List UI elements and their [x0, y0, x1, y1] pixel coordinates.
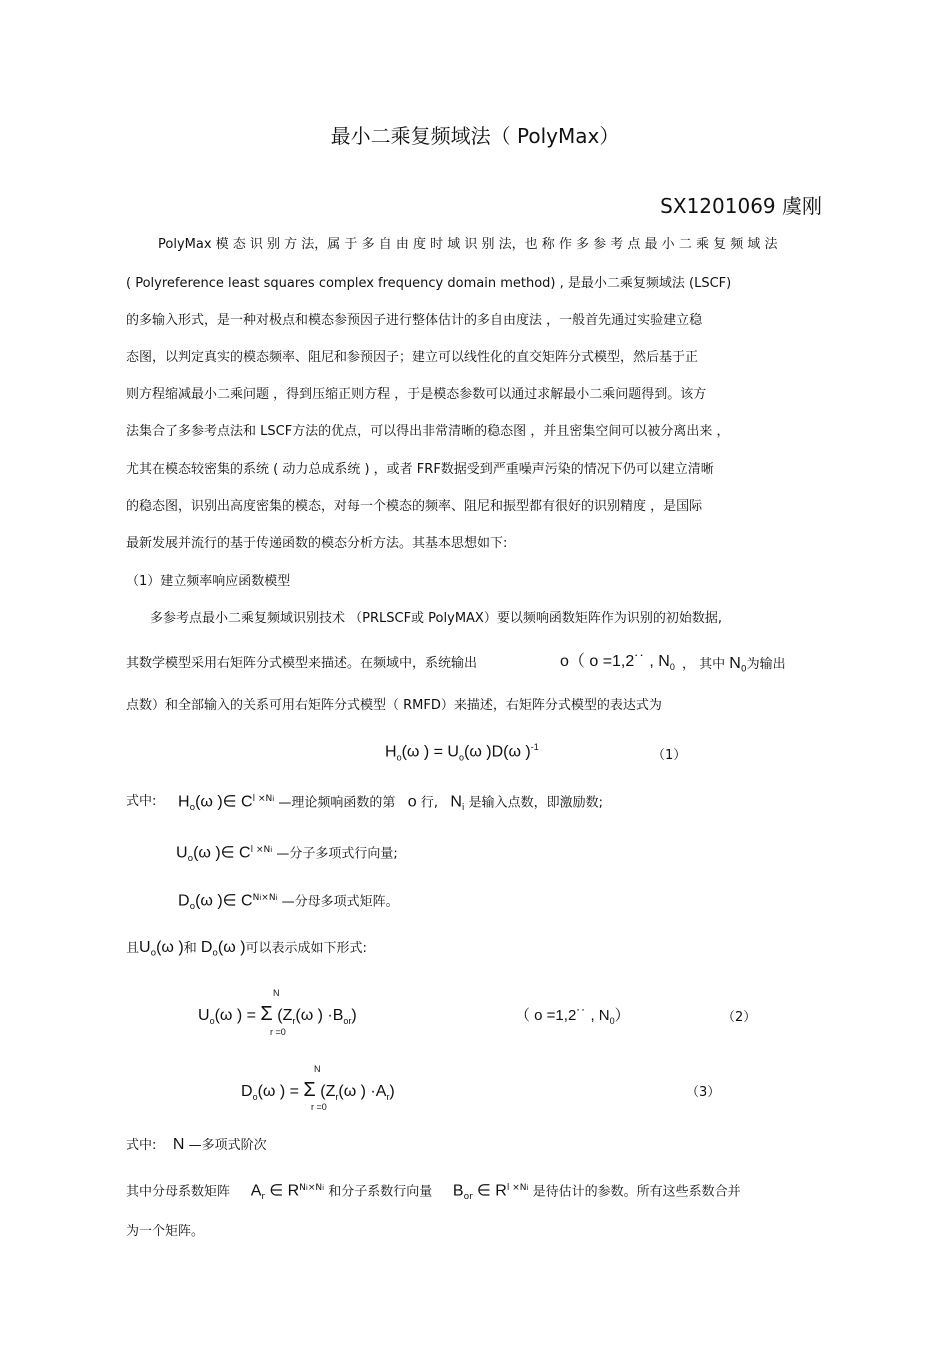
section1-line-2	[126, 656, 477, 672]
eq2-lhs-sub: o	[209, 1016, 215, 1027]
def2-sup: l ×N	[250, 845, 271, 855]
n-def-symbol: N	[172, 1136, 185, 1153]
last-sup1b: ×N	[307, 1183, 323, 1193]
and-line-c: 可以表示成如下形式:	[245, 941, 367, 956]
section1-line-1: 多参考点最小二乘复频域识别技术 （PRLSCF或 PolyMAX）要以频响函数矩阵作为识别的初始数据,	[150, 611, 722, 626]
def1-symbol: H	[178, 793, 190, 811]
eq2-sum-bottom: r =0	[270, 1027, 286, 1037]
coefficient-line	[126, 1180, 741, 1205]
eq3-sum-top: N	[314, 1064, 321, 1074]
eq3-body2-sub: r	[386, 1092, 390, 1103]
and-line-w2: (ω )	[217, 939, 246, 956]
def3-symbol: D	[178, 892, 190, 910]
section1-line-2-text: 其数学模型采用右矩阵分式模型来描述。在频域中，系统输出	[126, 656, 478, 671]
output-range-text: o（ o =1,2˙˙ , N	[560, 653, 670, 670]
eq2-lhs-arg: (ω ) =	[214, 1007, 256, 1024]
section1-line-2-mid-text: ， 其中	[682, 657, 726, 672]
last-b: 和分子系数行向量	[328, 1184, 433, 1200]
last-bor-sub: or	[463, 1191, 473, 1202]
def1-sup-sub: i	[272, 795, 275, 803]
eq2-cond-end: ）	[614, 1007, 630, 1024]
and-line	[126, 940, 367, 962]
def3-sup2-sub: i	[275, 894, 278, 902]
eq3-sum-bottom: r =0	[311, 1102, 327, 1112]
def1-n: N	[450, 793, 462, 811]
eq2-body2: (ω ) ·B	[295, 1007, 344, 1024]
definition-d	[178, 890, 399, 915]
coefficient-line-2: 为一个矩阵。	[126, 1224, 205, 1239]
intro-line-4: 态图，以判定真实的模态频率、阻尼和参预因子；建立可以线性化的直交矩阵分式模型，然后基于正	[126, 350, 699, 365]
n0-symbol: N	[729, 655, 741, 672]
intro-line-6: 法集合了多参考点法和 LSCF方法的优点，可以得出非常清晰的稳态图 ，并且密集空间可以被分离出来 ，	[126, 424, 730, 439]
def3-expr: (ω )∈ C	[195, 892, 253, 910]
def2-symbol: U	[176, 844, 188, 862]
document-title: 最小二乘复频域法（ PolyMax）	[330, 124, 620, 148]
def2-sup-sub: i	[270, 846, 273, 854]
eq2-body: (Z	[277, 1007, 293, 1024]
eq3-lhs-arg: (ω ) =	[257, 1083, 299, 1100]
def1-sub: o	[189, 802, 196, 813]
last-a: 其中分母系数矩阵	[126, 1184, 231, 1200]
eq2-lhs: U	[198, 1007, 210, 1024]
and-line-u: U	[139, 939, 151, 956]
and-line-d-sub: o	[212, 948, 218, 959]
def3-sup2: ×N	[261, 893, 276, 903]
intro-line-7: 尤其在模态较密集的系统 ( 动力总成系统 ) ，或者 FRF数据受到严重噪声污染的情况下仍可以建立清晰	[126, 462, 714, 477]
last-sup1: N	[299, 1183, 306, 1193]
eq2-sigma: Σ	[260, 1003, 273, 1025]
output-range-expr	[560, 654, 675, 675]
eq3-lhs: D	[241, 1083, 253, 1100]
def2-sub: o	[187, 853, 194, 864]
last-sup2-sub: i	[526, 1184, 529, 1192]
last-sup1-sub: i	[305, 1184, 308, 1192]
intro-line-1: PolyMax 模 态 识 别 方 法，属 于 多 自 由 度 时 域 识 别 法，也 称 作 多 参 考 点 最 小 二 乘 复 频 域 法	[158, 237, 778, 252]
last-sup1b-sub: i	[322, 1184, 325, 1192]
intro-line-2: ( Polyreference least squares complex frequency domain method) , 是最小二乘复频域法 (LSCF)	[126, 276, 732, 291]
intro-line-8: 的稳态图，识别出高度密集的模态，对每一个模态的频率、阻尼和振型都有很好的识别精度 ，是国际	[126, 499, 703, 514]
eq2-sum-top: N	[273, 988, 280, 998]
intro-line-3: 的多输入形式，是一种对极点和模态参预因子进行整体估计的多自由度法 ，一般首先通过实验建立稳	[126, 313, 703, 328]
section1-line-2-end: 为输出	[746, 657, 786, 672]
eq1-mid-sub: o	[458, 752, 464, 763]
equation-3	[241, 1079, 395, 1102]
section-heading-1: （1）建立频率响应函数模型	[126, 574, 291, 589]
equation-1-number: （1）	[652, 748, 687, 763]
def1-n-sub: i	[461, 802, 465, 813]
and-line-b: 和	[183, 941, 197, 956]
eq3-lhs-sub: o	[252, 1092, 258, 1103]
def1-expr: (ω )∈ C	[195, 793, 253, 811]
n-def-label: 式中:	[126, 1138, 157, 1153]
output-range-sub: 0	[669, 662, 675, 673]
equation-1	[385, 742, 539, 763]
eq2-body2-sub: or	[343, 1016, 352, 1027]
last-sup2: l ×N	[506, 1183, 527, 1193]
def3-text: —分母多项式矩阵。	[281, 894, 399, 910]
definition-h	[178, 791, 603, 816]
and-line-w1: (ω )	[156, 939, 184, 956]
last-ar: A	[250, 1182, 262, 1200]
eq1-rhs: (ω )D(ω )	[463, 743, 531, 761]
eq3-body-sub: r	[335, 1092, 339, 1103]
def1-text-b: 行,	[420, 795, 438, 811]
eq2-condition	[515, 1004, 630, 1026]
eq1-mid: (ω ) = U	[401, 743, 459, 761]
and-line-u-sub: o	[150, 948, 157, 959]
eq2-cond-text: （ o =1,2˙˙ , N	[515, 1007, 610, 1024]
last-in1: ∈ R	[269, 1182, 300, 1200]
eq1-rhs-sup: -1	[530, 742, 539, 752]
equation-2-number: （2）	[722, 1010, 757, 1025]
eq3-body3: )	[389, 1083, 395, 1100]
def1-sup: l ×N	[252, 794, 273, 804]
eq2-body3: )	[351, 1007, 357, 1024]
eq3-body: (Z	[320, 1083, 336, 1100]
last-in2: ∈ R	[476, 1182, 507, 1200]
def2-expr: (ω )∈ C	[193, 844, 251, 862]
def3-sub: o	[189, 901, 196, 912]
equation-3-number: （3）	[686, 1085, 721, 1100]
eq3-body2: (ω ) ·A	[338, 1083, 387, 1100]
intro-line-5: 则方程缩减最小二乘问题 ，得到压缩正则方程 ，于是模态参数可以通过求解最小二乘问题得到。该方	[126, 387, 707, 402]
section1-line-2-mid	[682, 656, 786, 678]
intro-line-9: 最新发展并流行的基于传递函数的模态分析方法。其基本思想如下:	[126, 536, 508, 551]
last-ar-sub: r	[261, 1191, 266, 1202]
author-line: SX1201069 虞刚	[660, 194, 822, 218]
eq3-sigma: Σ	[303, 1079, 316, 1101]
n0-sub: 0	[740, 664, 747, 675]
def1-text-a: —理论频响函数的第	[278, 795, 396, 811]
eq2-cond-sub: 0	[609, 1016, 615, 1026]
n-def-text: —多项式阶次	[188, 1138, 267, 1153]
last-bor: B	[452, 1182, 464, 1200]
def1-text-c: 是输入点数，即激励数;	[468, 795, 603, 811]
and-line-d: D	[200, 939, 213, 956]
equation-2	[198, 1003, 357, 1026]
eq2-body-sub: r	[292, 1016, 296, 1027]
definition-label: 式中:	[126, 794, 157, 809]
and-line-a: 且	[126, 941, 140, 956]
n-definition	[126, 1137, 267, 1154]
section1-line-3: 点数）和全部输入的关系可用右矩阵分式模型（ RMFD）来描述，右矩阵分式模型的表达式为	[126, 698, 662, 713]
def2-text: —分子多项式行向量;	[276, 846, 398, 862]
eq1-lhs-sub: o	[396, 752, 402, 763]
last-c: 是待估计的参数。所有这些系数合并	[532, 1184, 741, 1200]
eq1-lhs: H	[385, 743, 397, 761]
definition-u	[176, 842, 398, 867]
def3-sup-sub: i	[259, 894, 262, 902]
def1-o: o	[407, 793, 417, 811]
def3-sup: N	[252, 893, 260, 903]
